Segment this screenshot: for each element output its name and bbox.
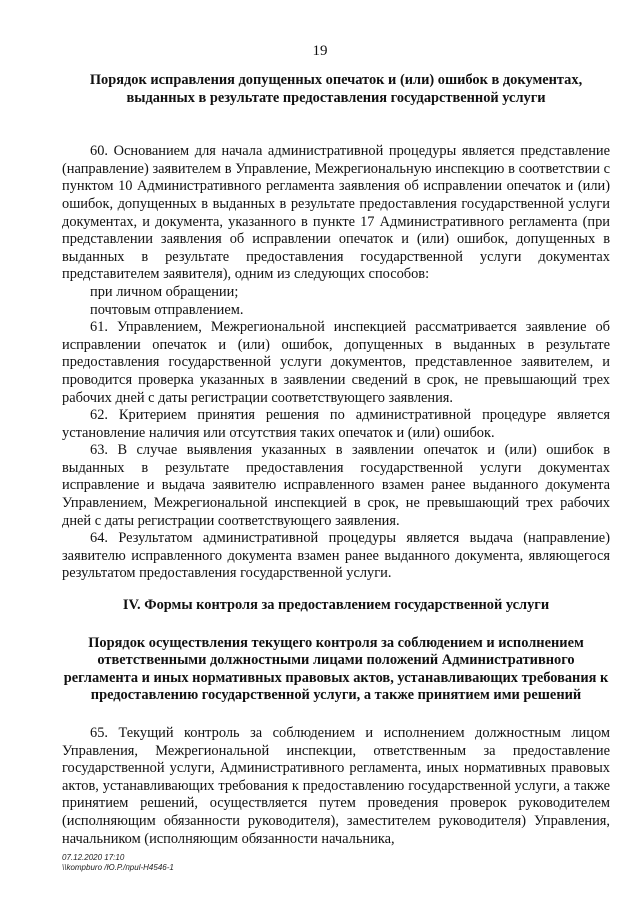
section-heading-control-forms: IV. Формы контроля за предоставлением государственной услуги xyxy=(122,597,550,614)
footer-timestamp: 07.12.2020 17:10 xyxy=(62,853,125,862)
paragraph-62: 62. Критерием принятия решения по административной процедуре является установление наличия или отсутствия таких опечаток и (или) ошибок. xyxy=(62,407,610,441)
page-content xyxy=(62,72,610,848)
paragraph-63: 63. В случае выявления указанных в заявлении опечаток и (или) ошибок в выданных в результате предоставления государственной услуги документах исправление и выдача заявителю исправленного взамен ранее выданного документа Управлением, Межрегиональной инспекцией в срок, не превышающий трех рабочих дней с даты регистрации соответствующего заявления. xyxy=(62,442,610,529)
page-number: 19 xyxy=(312,43,328,59)
paragraph-65: 65. Текущий контроль за соблюдением и исполнением должностным лицом Управления, Межрегиональной инспекции, ответственным за предоставление государственной услуги, Административного регламента, иных нормативных правовых актов, устанавливающих требования к предоставлению государственной услуги, а также принятием решений, осуществляется путем проведения проверок руководителем (исполняющим обязанности руководителя), заместителем руководителя) Управления, начальником (исполняющим обязанности начальника, xyxy=(62,725,610,847)
footer-file-path: \\kompburo /Ю.Р./приl-Н4546-1 xyxy=(62,863,174,872)
section-heading-current-control: Порядок осуществления текущего контроля за соблюдением и исполнением ответственными должностными лицами положений Административного регламента и иных нормативных правовых актов, устанавливающих требования к предоставлению государственной услуги, а также принятием ими решений xyxy=(63,634,609,704)
paragraph-61: 61. Управлением, Межрегиональной инспекцией рассматривается заявление об исправлении опечаток и (или) ошибок, допущенных в выданных в результате предоставления государственной услуги документов, представленное заявителем, и проводится проверка указанных в заявлении сведений в срок, не превышающий трех рабочих дней с даты регистрации соответствующего заявления. xyxy=(62,319,610,406)
paragraph-method-post: почтовым отправлением. xyxy=(90,301,244,318)
paragraph-60: 60. Основанием для начала административной процедуры является представление (направление) заявителем в Управление, Межрегиональную инспекцию в соответствии с пунктом 10 Административного регламента заявления об исправлении опечаток и (или) ошибок, допущенных в выданных в результате предоставления государственной услуги документах, и документа, указанного в пункте 17 Административного регламента (при представлении заявления об исправлении опечаток и (или) ошибок, допущенных в выданных в результате предоставления государственной услуги документах представителем заявителя), одним из следующих способов: xyxy=(62,143,610,283)
section-heading-corrections: Порядок исправления допущенных опечаток и (или) ошибок в документах, выданных в результате предоставления государственной услуги xyxy=(89,72,583,106)
paragraph-64: 64. Результатом административной процедуры является выдача (направление) заявителю исправленного документа взамен ранее выданного документа, являющегося результатом предоставления государственной услуги. xyxy=(62,530,610,582)
paragraph-method-personal: при личном обращении; xyxy=(90,283,239,300)
document-footer xyxy=(62,853,174,873)
